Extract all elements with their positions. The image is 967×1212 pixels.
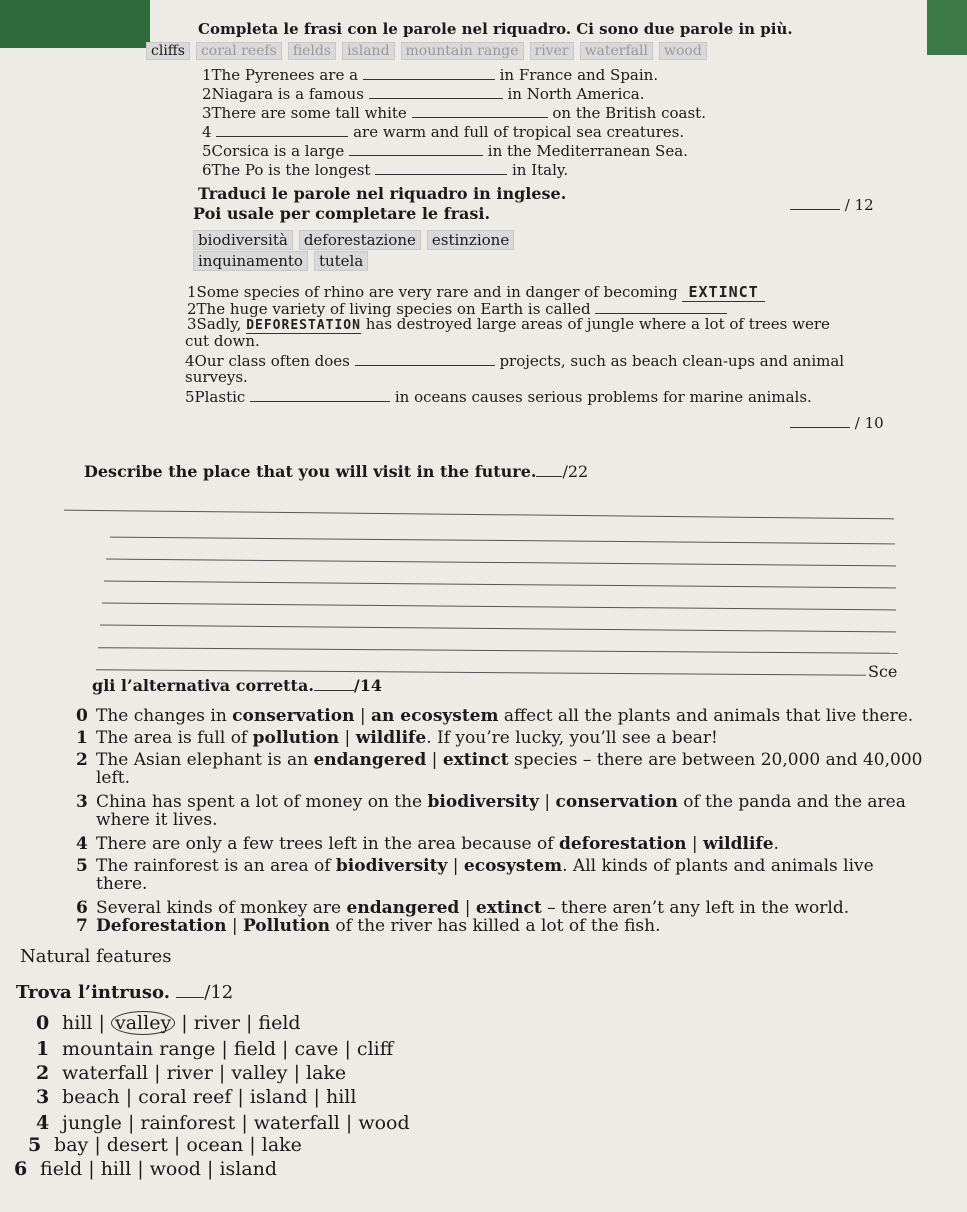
ex1-sentence-6 — [202, 161, 568, 179]
word-option[interactable]: island — [219, 1158, 278, 1180]
answer-blank[interactable] — [412, 105, 548, 118]
word-option[interactable]: hill — [325, 1086, 357, 1108]
item-text: | — [538, 792, 556, 812]
item-number: 5 — [28, 1134, 42, 1156]
choice-option[interactable]: biodiversity — [335, 856, 448, 876]
item-text: | — [686, 834, 704, 854]
item-text: affect all the plants and animals that live there. — [498, 706, 914, 726]
section-heading: Natural features — [20, 946, 172, 967]
word-option[interactable]: cliff — [356, 1038, 394, 1060]
sentence-number: 5 — [202, 142, 212, 160]
sentence-text: The huge variety of living species on Earth is called — [196, 300, 591, 318]
ex2-sentence-1 — [187, 283, 765, 301]
sentence-text: in France and Spain. — [499, 66, 659, 84]
ex5-item-5: 5 bay | desert | ocean | lake — [28, 1134, 302, 1156]
word-option[interactable]: beach — [62, 1086, 120, 1108]
choice-option[interactable]: endangered — [346, 898, 460, 918]
choice-option[interactable]: endangered — [313, 750, 427, 770]
choice-option[interactable]: extinct — [442, 750, 509, 770]
ex2-sentence-5 — [185, 388, 812, 406]
handwritten-answer[interactable]: EXTINCT — [682, 283, 764, 302]
score-blank[interactable] — [790, 197, 840, 210]
writing-line[interactable] — [64, 510, 894, 520]
handwritten-answer[interactable]: DEFORESTATION — [246, 318, 361, 333]
ex4-item-2 — [76, 750, 922, 770]
word-box-item: wood — [659, 42, 707, 60]
writing-line[interactable] — [110, 537, 895, 545]
item-text: There are only a few trees left in the area because of — [96, 834, 559, 854]
choice-option[interactable]: Pollution — [242, 916, 330, 936]
word-box-item: mountain range — [401, 42, 524, 60]
ex1-sentence-1 — [202, 66, 658, 84]
exercise5-title-text: Trova l’intruso. — [16, 982, 170, 1003]
word-box-item: cliffs — [146, 42, 190, 60]
sentence-number: 2 — [202, 85, 212, 103]
item-number: 0 — [36, 1012, 50, 1034]
word-option[interactable]: lake — [261, 1134, 302, 1156]
writing-line[interactable] — [104, 581, 896, 589]
item-number: 3 — [36, 1086, 50, 1108]
word-option[interactable]: field — [258, 1012, 301, 1034]
ex5-item-2: 2 waterfall | river | valley | lake — [36, 1062, 347, 1084]
writing-line[interactable] — [98, 647, 898, 654]
item-number: 3 — [76, 792, 88, 812]
word-option[interactable]: wood — [149, 1158, 201, 1180]
item-number: 6 — [14, 1158, 28, 1180]
word-box-item: river — [530, 42, 574, 60]
word-box-item: deforestazione — [299, 230, 421, 250]
answer-blank[interactable] — [349, 143, 483, 156]
sentence-text: Plastic — [194, 388, 246, 406]
word-box-item: coral reefs — [196, 42, 282, 60]
word-option[interactable]: field — [40, 1158, 83, 1180]
ex5-item-0: 0 hill | valley | river | field — [36, 1012, 301, 1034]
word-box-item: estinzione — [427, 230, 514, 250]
item-text: | — [447, 856, 464, 876]
item-text: | — [226, 916, 243, 936]
item-text: | — [426, 750, 443, 770]
sentence-text: are warm and full of tropical sea creatures. — [353, 123, 685, 141]
ex4-item-7 — [76, 916, 660, 936]
score-blank[interactable] — [536, 464, 562, 477]
sentence-text: Our class often does — [194, 352, 350, 370]
sentence-number: 3 — [187, 315, 197, 333]
answer-blank[interactable] — [375, 162, 507, 175]
item-number: 1 — [76, 728, 88, 748]
exercise3-title-text: Describe the place that you will visit in the future. — [84, 462, 537, 481]
ex5-item-1: 1 mountain range | field | cave | cliff — [36, 1038, 394, 1060]
answer-blank[interactable] — [595, 301, 727, 314]
word-option[interactable]: bay — [54, 1134, 89, 1156]
sentence-text: The Po is the longest — [211, 161, 371, 179]
sentence-number: 5 — [185, 388, 195, 406]
word-option[interactable]: river — [166, 1062, 213, 1084]
ex2-sentence-3-cont: cut down. — [185, 332, 260, 350]
word-option[interactable]: river — [193, 1012, 240, 1034]
score-blank[interactable] — [790, 415, 850, 428]
sentence-text: Sadly, — [196, 315, 242, 333]
item-text: of the panda and the area — [677, 792, 906, 812]
writing-line[interactable] — [102, 603, 896, 611]
word-option[interactable]: mountain range — [62, 1038, 216, 1060]
writing-line[interactable] — [100, 625, 896, 633]
word-option[interactable]: waterfall — [62, 1062, 149, 1084]
exercise4-title-start: Sce — [868, 662, 898, 681]
item-number: 1 — [36, 1038, 50, 1060]
item-number: 7 — [76, 916, 88, 936]
exercise2-score — [790, 414, 884, 432]
ex1-sentence-4 — [202, 123, 684, 141]
answer-blank[interactable] — [355, 353, 495, 366]
score-total: /14 — [353, 676, 382, 695]
item-number: 4 — [36, 1112, 50, 1134]
item-text: – there aren’t any left in the world. — [541, 898, 850, 918]
word-option[interactable]: waterfall — [253, 1112, 340, 1134]
sentence-number: 4 — [202, 123, 212, 141]
exercise5-title — [16, 982, 233, 1003]
sentence-text: The Pyrenees are a — [211, 66, 359, 84]
exercise2-title-2: Poi usale per completare le frasi. — [193, 204, 491, 223]
word-option[interactable]: hill — [100, 1158, 132, 1180]
ex4-item-3 — [76, 792, 906, 812]
exercise4-title-text: gli l’alternativa corretta. — [92, 676, 314, 695]
writing-line[interactable] — [96, 669, 866, 675]
item-number: 6 — [76, 898, 88, 918]
sentence-text: in oceans causes serious problems for marine animals. — [394, 388, 812, 406]
item-text: | — [354, 706, 372, 726]
choice-option[interactable]: ecosystem — [463, 856, 563, 876]
choice-option[interactable]: conservation — [232, 706, 355, 726]
word-option[interactable]: wood — [358, 1112, 410, 1134]
ex5-item-4: 4 jungle | rainforest | waterfall | wood — [36, 1112, 410, 1134]
choice-option[interactable]: an ecosystem — [371, 706, 499, 726]
sentence-text: There are some tall white — [211, 104, 407, 122]
choice-option[interactable]: extinct — [475, 898, 542, 918]
ex4-item-4 — [76, 834, 779, 854]
choice-option[interactable]: deforestation — [558, 834, 687, 854]
word-option[interactable]: hill — [62, 1012, 93, 1034]
ex2-sentence-3 — [187, 315, 830, 333]
score-total: / 12 — [844, 196, 874, 214]
item-text: Several kinds of monkey are — [96, 898, 347, 918]
word-option[interactable]: ocean — [186, 1134, 244, 1156]
sentence-text: in North America. — [507, 85, 645, 103]
sentence-text: in the Mediterranean Sea. — [487, 142, 688, 160]
exercise1-word-box — [146, 42, 707, 60]
word-option[interactable]: coral reef — [138, 1086, 232, 1108]
sentence-text: Niagara is a famous — [211, 85, 364, 103]
word-option[interactable]: jungle — [62, 1112, 122, 1134]
ex1-sentence-5 — [202, 142, 688, 160]
sentence-number: 1 — [187, 283, 197, 301]
item-text: . — [773, 834, 779, 854]
choice-option[interactable]: pollution — [252, 728, 340, 748]
word-box-item: inquinamento — [193, 251, 308, 271]
sentence-text: Corsica is a large — [211, 142, 345, 160]
item-text: . All kinds of plants and animals live — [562, 856, 874, 876]
item-text: The changes in — [96, 706, 233, 726]
ex4-item-6 — [76, 898, 849, 918]
exercise2-title-1: Traduci le parole nel riquadro in inglese. — [198, 184, 567, 203]
word-option[interactable]: cave — [294, 1038, 339, 1060]
answer-blank[interactable] — [216, 124, 348, 137]
ex2-sentence-4 — [185, 352, 844, 370]
score-total: /12 — [204, 982, 234, 1003]
exercise3-title — [84, 462, 588, 481]
ex2-sentence-4-cont: surveys. — [185, 368, 248, 386]
score-blank[interactable] — [314, 678, 354, 691]
item-text: species – there are between 20,000 and 40,000 — [508, 750, 923, 770]
item-number: 2 — [36, 1062, 50, 1084]
ex4-item-3-cont: where it lives. — [96, 810, 218, 830]
item-text: of the river has killed a lot of the fish. — [329, 916, 661, 936]
ex4-item-2-cont: left. — [96, 768, 131, 788]
word-box-item: island — [342, 42, 394, 60]
item-text: The area is full of — [96, 728, 253, 748]
answer-blank[interactable] — [363, 67, 495, 80]
score-total: /22 — [562, 462, 589, 481]
choice-option[interactable]: wildlife — [355, 728, 427, 748]
exercise2-word-box-row2 — [193, 251, 368, 271]
item-number: 0 — [76, 706, 88, 726]
ex4-item-0 — [76, 706, 913, 726]
answer-blank[interactable] — [369, 86, 503, 99]
item-text: China has spent a lot of money on the — [96, 792, 428, 812]
exercise1-score — [790, 196, 874, 214]
word-box-item: fields — [288, 42, 336, 60]
word-option[interactable]: lake — [306, 1062, 347, 1084]
choice-option[interactable]: conservation — [555, 792, 678, 812]
sentence-number: 6 — [202, 161, 212, 179]
item-text: . If you’re lucky, you’ll see a bear! — [426, 728, 718, 748]
item-number: 5 — [76, 856, 88, 876]
word-option[interactable]: field — [233, 1038, 276, 1060]
sentence-number: 4 — [185, 352, 195, 370]
word-option[interactable]: island — [249, 1086, 308, 1108]
sentence-text: has destroyed large areas of jungle where a lot of trees were — [365, 315, 830, 333]
word-option[interactable]: rainforest — [140, 1112, 236, 1134]
exercise4-title — [92, 676, 382, 695]
word-box-item: waterfall — [580, 42, 653, 60]
ex4-item-1 — [76, 728, 718, 748]
item-text: | — [459, 898, 476, 918]
choice-option[interactable]: wildlife — [703, 834, 774, 854]
word-option-circled[interactable]: valley — [111, 1011, 175, 1035]
item-number: 2 — [76, 750, 88, 770]
ex4-item-5-cont: there. — [96, 874, 148, 894]
sentence-text: Some species of rhino are very rare and in danger of becoming — [196, 283, 678, 301]
writing-line[interactable] — [106, 559, 896, 567]
ex1-sentence-2 — [202, 85, 645, 103]
sentence-number: 3 — [202, 104, 212, 122]
item-text: | — [339, 728, 356, 748]
answer-blank[interactable] — [250, 389, 390, 402]
sentence-number: 2 — [187, 300, 197, 318]
score-total: / 10 — [854, 414, 884, 432]
sentence-text: on the British coast. — [552, 104, 706, 122]
ex5-item-6: 6 field | hill | wood | island — [14, 1158, 278, 1180]
item-text: The rainforest is an area of — [96, 856, 336, 876]
exercise2-word-box-row1 — [193, 230, 514, 250]
sentence-text: projects, such as beach clean-ups and animal — [499, 352, 845, 370]
word-box-item: tutela — [314, 251, 368, 271]
score-blank[interactable] — [176, 985, 204, 998]
exercise1-title: Completa le frasi con le parole nel riquadro. Ci sono due parole in più. — [198, 20, 793, 38]
item-text: The Asian elephant is an — [96, 750, 314, 770]
ex1-sentence-3 — [202, 104, 706, 122]
choice-option[interactable]: Deforestation — [96, 916, 227, 936]
item-number: 4 — [76, 834, 88, 854]
sentence-text: in Italy. — [512, 161, 569, 179]
ex4-item-5 — [76, 856, 874, 876]
word-option[interactable]: desert — [106, 1134, 168, 1156]
sentence-number: 1 — [202, 66, 212, 84]
word-option[interactable]: valley — [231, 1062, 288, 1084]
ex5-item-3: 3 beach | coral reef | island | hill — [36, 1086, 357, 1108]
word-box-item: biodiversità — [193, 230, 293, 250]
choice-option[interactable]: biodiversity — [427, 792, 539, 812]
